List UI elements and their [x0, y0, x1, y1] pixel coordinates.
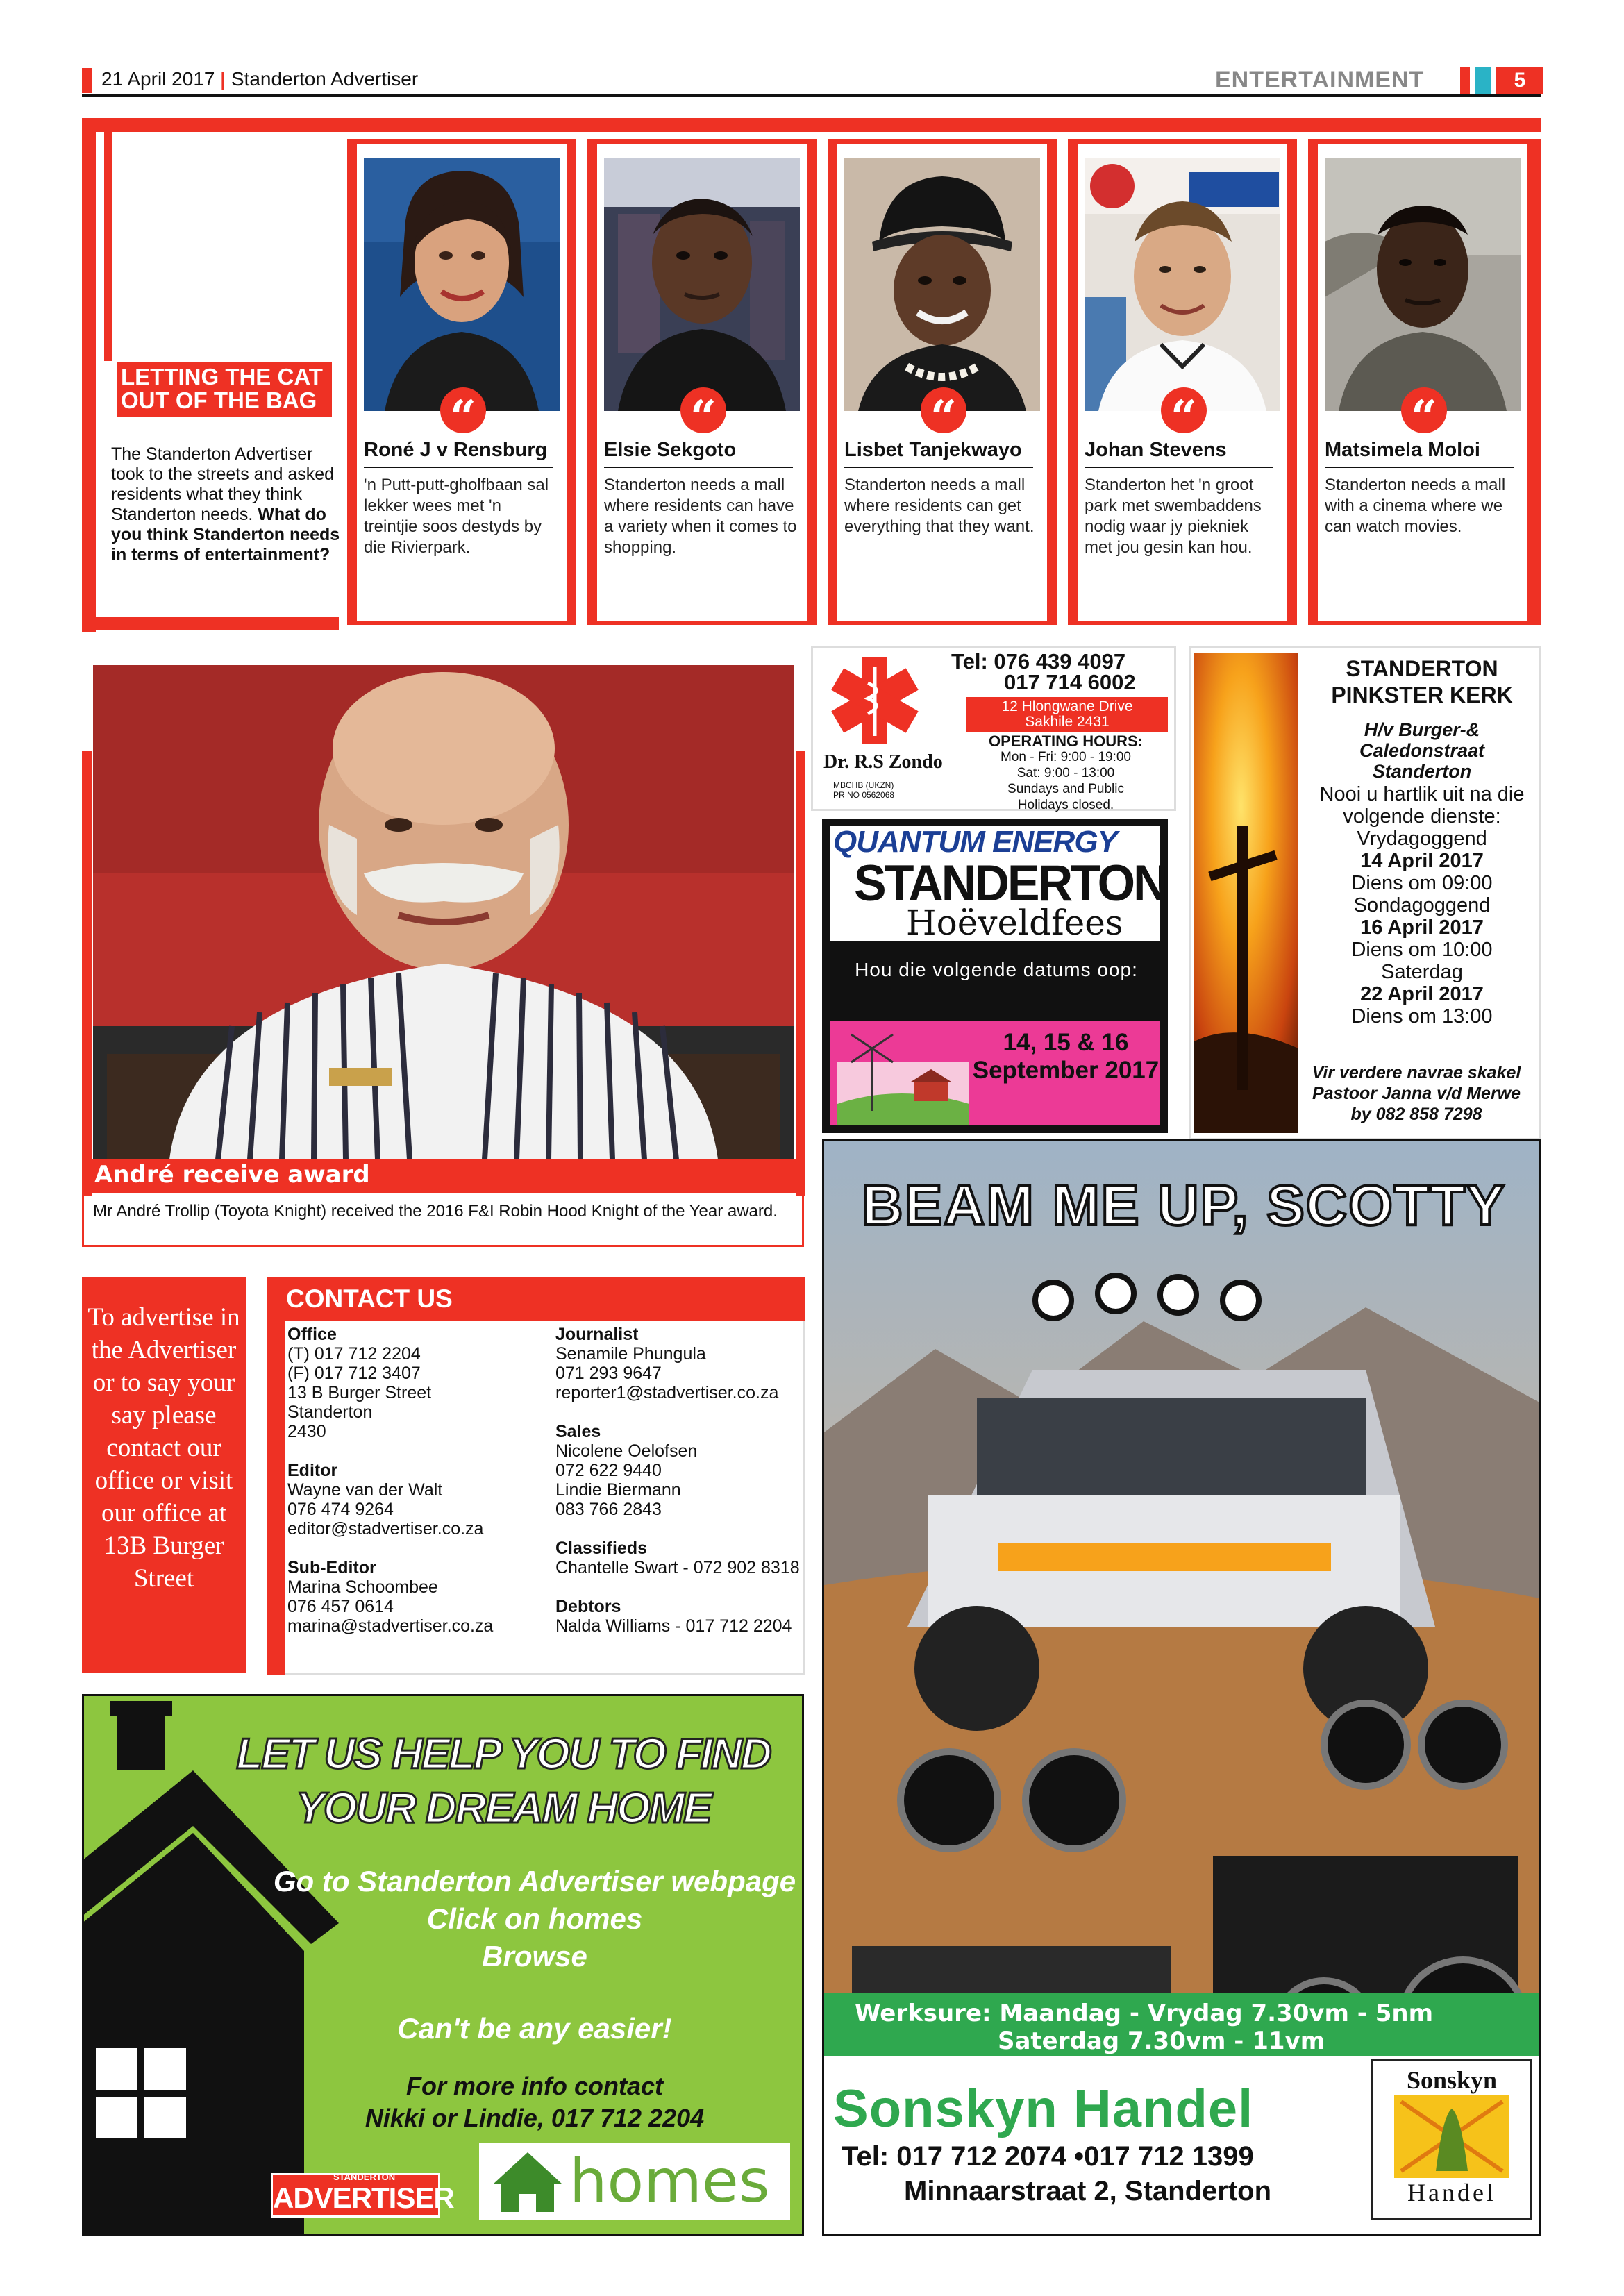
editor-email[interactable]: editor@stadvertiser.co.za	[287, 1519, 484, 1539]
office-code: 2430	[287, 1422, 326, 1441]
beam-hours-saturday: Saterdag 7.30vm - 11vm	[998, 2027, 1325, 2055]
vox-pop-heading: LETTING THE CAT OUT OF THE BAG	[117, 362, 332, 417]
service-day: Vrydagoggend	[1357, 828, 1487, 850]
editor-phone[interactable]: 076 474 9264	[287, 1500, 394, 1519]
debtors-heading: Debtors	[555, 1597, 621, 1616]
vox-pop-intro-text: The Standerton Advertiser took to the streets and asked residents what they think Standerton needs.	[111, 444, 335, 524]
pinkster-footer-line: Vir verdere navrae skakel	[1312, 1063, 1521, 1082]
beam-hours	[824, 1993, 1539, 2056]
name-rule	[604, 467, 793, 468]
sales-phone-1[interactable]: 072 622 9440	[555, 1461, 662, 1480]
zondo-hours-line: Mon - Fri: 9:00 - 19:00	[1001, 750, 1131, 764]
homes-line-1: Go to Standerton Advertiser webpage	[273, 1865, 796, 1897]
person-quote: Standerton het 'n groot park met swembaddens nodig waar jy piekniek met jou gesin kan hou.	[1085, 476, 1262, 557]
zondo-hours-line: Sat: 9:00 - 13:00	[1016, 766, 1115, 780]
beam-title: BEAM ME UP, SCOTTY	[862, 1174, 1506, 1237]
journalist-heading: Journalist	[555, 1325, 639, 1344]
header-publication: Standerton Advertiser	[231, 68, 419, 90]
name-rule	[844, 467, 1033, 468]
service-day: Sondagoggend	[1353, 894, 1491, 916]
debtors-contact[interactable]: Nalda Williams - 017 712 2204	[555, 1616, 792, 1636]
person-name: Lisbet Tanjekwayo	[844, 439, 1022, 461]
subeditor-heading: Sub-Editor	[287, 1558, 376, 1577]
person-photo	[1325, 158, 1521, 411]
pinkster-title: STANDERTON PINKSTER KERK	[1331, 656, 1513, 707]
sales-heading: Sales	[555, 1422, 601, 1441]
header-date: 21 April 2017	[101, 68, 215, 90]
advertise-text: To advertise in the Advertiser or to say your say please contact our office or visit our office at 13B Burger Street	[87, 1303, 240, 1593]
quote-icon: “	[440, 387, 486, 433]
sales-phone-2[interactable]: 083 766 2843	[555, 1500, 662, 1519]
sun-plant-icon	[1373, 2095, 1530, 2178]
homes-line-4: Can't be any easier!	[397, 2012, 672, 2045]
homes-line-5: For more info contact	[405, 2072, 664, 2100]
page-number: 5	[1496, 67, 1543, 94]
beam-hours-weekday: Werksure: Maandag - Vrydag 7.30vm - 5nm	[855, 2000, 1434, 2027]
person-photo	[844, 158, 1040, 411]
pinkster-services	[1305, 783, 1539, 1028]
person-quote: 'n Putt-putt-gholfbaan sal lekker wees met 'n treintjie soos destyds by die Rivierpark.	[364, 476, 549, 557]
header-dateline	[101, 68, 418, 90]
sonskyn-phone[interactable]: Tel: 017 712 2074 •017 712 1399	[842, 2141, 1254, 2172]
contact-column-left	[287, 1325, 537, 1636]
pinkster-footer	[1291, 1062, 1541, 1125]
vox-pop-intro-rule	[104, 132, 112, 361]
subeditor-phone[interactable]: 076 457 0614	[287, 1597, 394, 1616]
person-name: Roné J v Rensburg	[364, 439, 548, 461]
zondo-pr: PR NO 0562068	[833, 790, 895, 800]
header-marker	[82, 68, 92, 93]
section-label: ENTERTAINMENT	[1215, 67, 1425, 93]
person-quote: Standerton needs a mall with a cinema where we can watch movies.	[1325, 476, 1506, 536]
person-name: Elsie Sekgoto	[604, 439, 737, 461]
name-rule	[1325, 467, 1514, 468]
header-red-block	[1460, 67, 1470, 94]
sonskyn-address: Minnaarstraat 2, Standerton	[904, 2176, 1272, 2206]
contact-title: CONTACT US	[286, 1284, 453, 1313]
service-date: 14 April 2017	[1360, 850, 1484, 872]
header-teal-block	[1475, 67, 1491, 94]
person-quote: Standerton needs a mall where residents can get everything that they want.	[844, 476, 1035, 536]
pinkster-address-line: Caledonstraat	[1359, 740, 1485, 761]
zondo-credentials	[833, 780, 894, 800]
andre-left-bar	[82, 751, 92, 1196]
quantum-dates: 14, 15 & 16 September 2017	[972, 1029, 1160, 1084]
homes-headline: LET US HELP YOU TO FIND YOUR DREAM HOME	[236, 1730, 771, 1832]
sonskyn-logo	[1371, 2059, 1532, 2220]
pinkster-address-line: Standerton	[1372, 761, 1472, 782]
vox-pop-left-bar	[82, 118, 96, 632]
quote-icon: “	[1161, 387, 1207, 433]
quantum-brand: QUANTUM ENERGY	[833, 825, 1117, 859]
quote-icon: “	[1401, 387, 1447, 433]
zondo-hours	[958, 733, 1173, 813]
header-rule	[82, 94, 1541, 97]
quote-icon: “	[680, 387, 726, 433]
service-time: Diens om 09:00	[1351, 872, 1493, 894]
quantum-event: Hoëveldfees	[906, 903, 1123, 943]
vox-pop-card	[1068, 139, 1297, 625]
office-heading: Office	[287, 1325, 337, 1344]
contact-left-bar	[267, 1321, 285, 1675]
vox-pop-card	[828, 139, 1057, 625]
vox-pop-top-bar	[82, 118, 1541, 132]
journalist-phone[interactable]: 071 293 9647	[555, 1364, 662, 1383]
zondo-address-1: 12 Hlongwane Drive	[1001, 698, 1133, 714]
quote-icon: “	[921, 387, 966, 433]
advertiser-logo: ADVERTISER	[271, 2173, 440, 2218]
quantum-city: STANDERTON	[854, 855, 1166, 912]
andre-caption: André receive award	[94, 1161, 370, 1189]
subeditor-email[interactable]: marina@stadvertiser.co.za	[287, 1616, 494, 1636]
medical-star-icon	[826, 655, 923, 746]
sonskyn-name: Sonskyn Handel	[833, 2079, 1254, 2138]
advertiser-logo-small: STANDERTON	[333, 2172, 396, 2182]
editor-heading: Editor	[287, 1461, 338, 1480]
zondo-degree: MBCHB (UKZN)	[833, 780, 894, 790]
homes-line-6: Nikki or Lindie, 017 712 2204	[365, 2104, 705, 2132]
subeditor-name: Marina Schoombee	[287, 1577, 438, 1597]
person-photo	[364, 158, 560, 411]
service-date: 22 April 2017	[1360, 983, 1484, 1005]
vox-pop-question: What do you think Standerton needs in terms of entertainment?	[111, 505, 340, 564]
office-street: 13 B Burger Street	[287, 1383, 432, 1402]
sonskyn-logo-top: Sonskyn	[1406, 2066, 1498, 2094]
vox-pop-bottom-bar	[82, 617, 339, 630]
cross-sunset-image	[1194, 653, 1298, 1133]
pinkster-address-line: H/v Burger-&	[1364, 719, 1480, 740]
journalist-name: Senamile Phungula	[555, 1344, 706, 1364]
service-day: Saterdag	[1381, 961, 1463, 983]
zondo-phones	[951, 651, 1136, 693]
person-photo	[604, 158, 800, 411]
service-time: Diens om 13:00	[1351, 1005, 1493, 1028]
zondo-hours-line: Sundays and Public	[1007, 782, 1124, 796]
contact-column-right	[555, 1325, 805, 1636]
sales-name-1: Nicolene Oelofsen	[555, 1441, 698, 1461]
andre-photo	[93, 665, 794, 1159]
quantum-text: Hou die volgende datums oop:	[855, 959, 1138, 980]
header-separator: |	[220, 68, 226, 90]
pinkster-footer-line: Pastoor Janna v/d Merwe	[1312, 1084, 1521, 1103]
zondo-hours-heading: OPERATING HOURS:	[988, 732, 1144, 750]
service-time: Diens om 10:00	[1351, 939, 1493, 961]
classifieds-heading: Classifieds	[555, 1539, 648, 1558]
vox-pop-intro	[111, 444, 340, 565]
homes-word: homes	[569, 2147, 770, 2216]
homes-line-2: Click on homes	[426, 1902, 643, 1935]
pinkster-invite: Nooi u hartlik uit na die volgende dienste:	[1319, 783, 1525, 828]
name-rule	[364, 467, 553, 468]
person-name: Matsimela Moloi	[1325, 439, 1480, 461]
sales-name-2: Lindie Biermann	[555, 1480, 681, 1500]
windmill-icon	[830, 1021, 969, 1125]
vox-pop-card	[587, 139, 817, 625]
service-date: 16 April 2017	[1360, 916, 1484, 939]
office-phone[interactable]: (T) 017 712 2204	[287, 1344, 421, 1364]
vox-pop-card	[347, 139, 576, 625]
vox-pop-card	[1308, 139, 1541, 625]
pinkster-address	[1305, 719, 1539, 782]
pinkster-footer-phone[interactable]: by 082 858 7298	[1350, 1105, 1482, 1124]
zondo-address-2: Sakhile 2431	[1025, 714, 1110, 730]
office-fax: (F) 017 712 3407	[287, 1364, 421, 1383]
office-town: Standerton	[287, 1402, 373, 1422]
zondo-tel-2[interactable]: 017 714 6002	[1004, 670, 1136, 694]
editor-name: Wayne van der Walt	[287, 1480, 443, 1500]
zondo-hours-line: Holidays closed.	[1017, 798, 1114, 812]
andre-right-bar	[796, 751, 805, 1196]
zondo-name: Dr. R.S Zondo	[823, 751, 943, 773]
person-name: Johan Stevens	[1085, 439, 1227, 461]
name-rule	[1085, 467, 1273, 468]
sonskyn-logo-bottom: Handel	[1407, 2179, 1496, 2206]
person-photo	[1085, 158, 1280, 411]
person-quote: Standerton needs a mall where residents can have a variety when it comes to shopping.	[604, 476, 797, 557]
homes-line-3: Browse	[482, 1940, 587, 1972]
journalist-email[interactable]: reporter1@stadvertiser.co.za	[555, 1383, 779, 1402]
classifieds-contact[interactable]: Chantelle Swart - 072 902 8318	[555, 1558, 800, 1577]
andre-text: Mr André Trollip (Toyota Knight) received the 2016 F&I Robin Hood Knight of the Year award.	[93, 1202, 778, 1221]
zondo-address	[966, 697, 1168, 732]
zondo-tel-1[interactable]: Tel: 076 439 4097	[951, 649, 1126, 673]
